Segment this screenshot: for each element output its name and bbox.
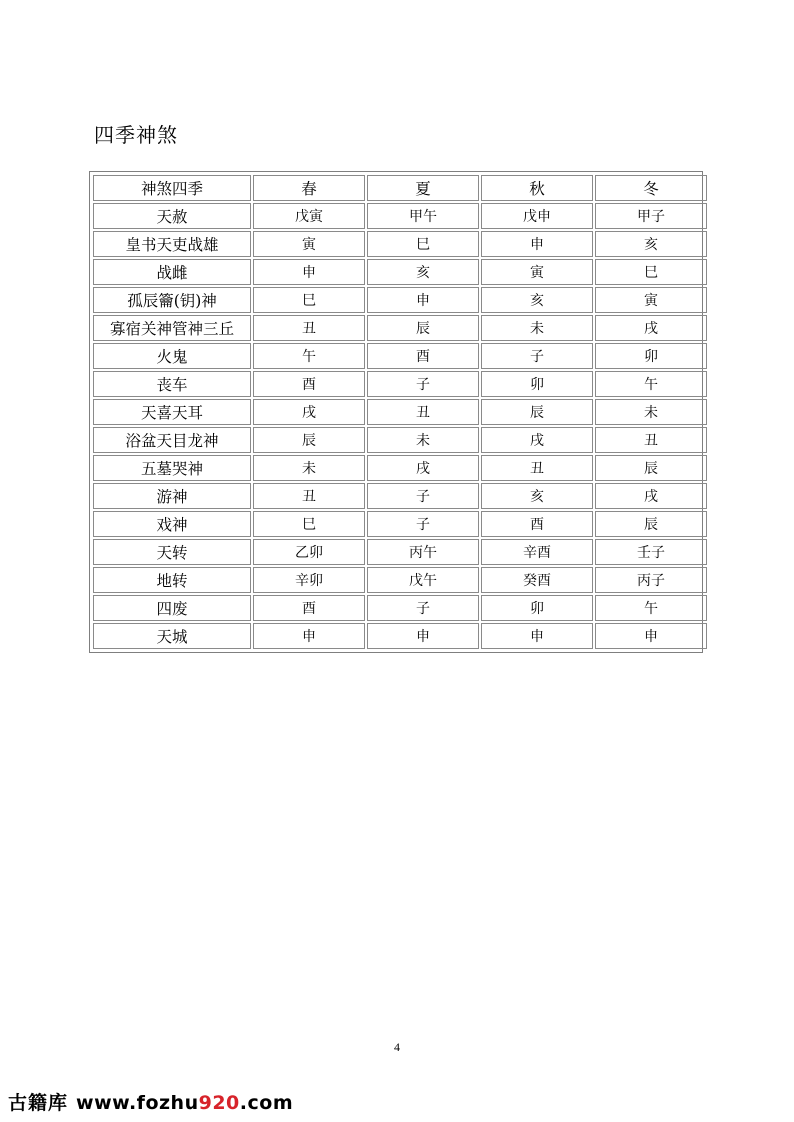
shensha-name-cell: 战雌: [93, 259, 251, 285]
season-value-cell: 丑: [367, 399, 479, 425]
season-value-cell: 戊午: [367, 567, 479, 593]
shensha-name-cell: 浴盆天目龙神: [93, 427, 251, 453]
season-value-cell: 午: [595, 595, 707, 621]
shensha-name-cell: 地转: [93, 567, 251, 593]
shensha-name-cell: 天城: [93, 623, 251, 649]
season-value-cell: 甲午: [367, 203, 479, 229]
season-value-cell: 亥: [367, 259, 479, 285]
season-value-cell: 子: [367, 511, 479, 537]
season-value-cell: 巳: [253, 287, 365, 313]
table-header-row: [93, 175, 707, 201]
season-value-cell: 申: [481, 231, 593, 257]
season-value-cell: 午: [595, 371, 707, 397]
header-cell-winter: 冬: [595, 175, 707, 201]
table-body: [93, 175, 707, 649]
season-value-cell: 子: [367, 371, 479, 397]
shensha-name-cell: 天转: [93, 539, 251, 565]
shensha-name-cell: 丧车: [93, 371, 251, 397]
season-value-cell: 亥: [481, 483, 593, 509]
season-value-cell: 戊寅: [253, 203, 365, 229]
shensha-name-cell: 四废: [93, 595, 251, 621]
season-value-cell: 申: [367, 623, 479, 649]
season-value-cell: 亥: [481, 287, 593, 313]
shensha-name-cell: 天喜天耳: [93, 399, 251, 425]
season-value-cell: 丑: [253, 483, 365, 509]
season-value-cell: 未: [253, 455, 365, 481]
table-row: [93, 567, 707, 593]
season-value-cell: 酉: [253, 371, 365, 397]
table-row: [93, 595, 707, 621]
season-value-cell: 甲子: [595, 203, 707, 229]
season-value-cell: 未: [595, 399, 707, 425]
season-value-cell: 未: [367, 427, 479, 453]
header-cell-spring: 春: [253, 175, 365, 201]
header-cell-autumn: 秋: [481, 175, 593, 201]
table-row: [93, 539, 707, 565]
watermark-url-prefix: www.fozhu: [76, 1092, 199, 1114]
season-value-cell: 亥: [595, 231, 707, 257]
season-value-cell: 辛酉: [481, 539, 593, 565]
season-value-cell: 戌: [595, 315, 707, 341]
season-value-cell: 子: [367, 483, 479, 509]
shensha-name-cell: 天赦: [93, 203, 251, 229]
season-value-cell: 巳: [367, 231, 479, 257]
season-value-cell: 未: [481, 315, 593, 341]
season-value-cell: 午: [253, 343, 365, 369]
season-value-cell: 酉: [367, 343, 479, 369]
season-value-cell: 戊申: [481, 203, 593, 229]
watermark-url-suffix: .com: [239, 1092, 294, 1114]
season-value-cell: 丑: [595, 427, 707, 453]
season-value-cell: 寅: [253, 231, 365, 257]
shensha-table: [91, 173, 709, 651]
season-value-cell: 子: [481, 343, 593, 369]
shensha-name-cell: 寡宿关神管神三丘: [93, 315, 251, 341]
header-cell-summer: 夏: [367, 175, 479, 201]
page-number: 4: [394, 1040, 400, 1054]
shensha-name-cell: 五墓哭神: [93, 455, 251, 481]
season-value-cell: 巳: [253, 511, 365, 537]
shensha-name-cell: 孤辰籥(钥)神: [93, 287, 251, 313]
table-row: [93, 371, 707, 397]
season-value-cell: 卯: [481, 371, 593, 397]
season-value-cell: 卯: [595, 343, 707, 369]
table-row: [93, 259, 707, 285]
season-value-cell: 丑: [253, 315, 365, 341]
season-value-cell: 巳: [595, 259, 707, 285]
season-value-cell: 酉: [481, 511, 593, 537]
table-row: [93, 623, 707, 649]
shensha-table-frame: [89, 171, 703, 653]
shensha-name-cell: 游神: [93, 483, 251, 509]
shensha-name-cell: 皇书天吏战雄: [93, 231, 251, 257]
watermark-url-number: 920: [198, 1092, 240, 1114]
season-value-cell: 辰: [253, 427, 365, 453]
watermark-url: [76, 1092, 293, 1114]
table-row: [93, 455, 707, 481]
table-row: [93, 399, 707, 425]
watermark-logo: [8, 1088, 293, 1115]
season-value-cell: 癸酉: [481, 567, 593, 593]
season-value-cell: 寅: [595, 287, 707, 313]
table-row: [93, 511, 707, 537]
season-value-cell: 子: [367, 595, 479, 621]
season-value-cell: 壬子: [595, 539, 707, 565]
watermark-cn: 古籍库: [8, 1092, 69, 1114]
season-value-cell: 申: [595, 623, 707, 649]
season-value-cell: 辛卯: [253, 567, 365, 593]
table-row: [93, 343, 707, 369]
season-value-cell: 申: [253, 623, 365, 649]
shensha-name-cell: 火鬼: [93, 343, 251, 369]
season-value-cell: 丑: [481, 455, 593, 481]
table-row: [93, 315, 707, 341]
season-value-cell: 辰: [595, 455, 707, 481]
page-title: 四季神煞: [94, 123, 178, 147]
season-value-cell: 辰: [481, 399, 593, 425]
season-value-cell: 戌: [595, 483, 707, 509]
table-row: [93, 287, 707, 313]
season-value-cell: 戌: [367, 455, 479, 481]
season-value-cell: 丙午: [367, 539, 479, 565]
season-value-cell: 申: [367, 287, 479, 313]
season-value-cell: 戌: [253, 399, 365, 425]
season-value-cell: 寅: [481, 259, 593, 285]
season-value-cell: 申: [253, 259, 365, 285]
season-value-cell: 辰: [367, 315, 479, 341]
season-value-cell: 乙卯: [253, 539, 365, 565]
table-row: [93, 483, 707, 509]
season-value-cell: 申: [481, 623, 593, 649]
table-row: [93, 427, 707, 453]
table-row: [93, 231, 707, 257]
season-value-cell: 戌: [481, 427, 593, 453]
header-cell-corner: 神煞四季: [93, 175, 251, 201]
season-value-cell: 丙子: [595, 567, 707, 593]
shensha-name-cell: 戏神: [93, 511, 251, 537]
season-value-cell: 酉: [253, 595, 365, 621]
season-value-cell: 卯: [481, 595, 593, 621]
season-value-cell: 辰: [595, 511, 707, 537]
table-row: [93, 203, 707, 229]
